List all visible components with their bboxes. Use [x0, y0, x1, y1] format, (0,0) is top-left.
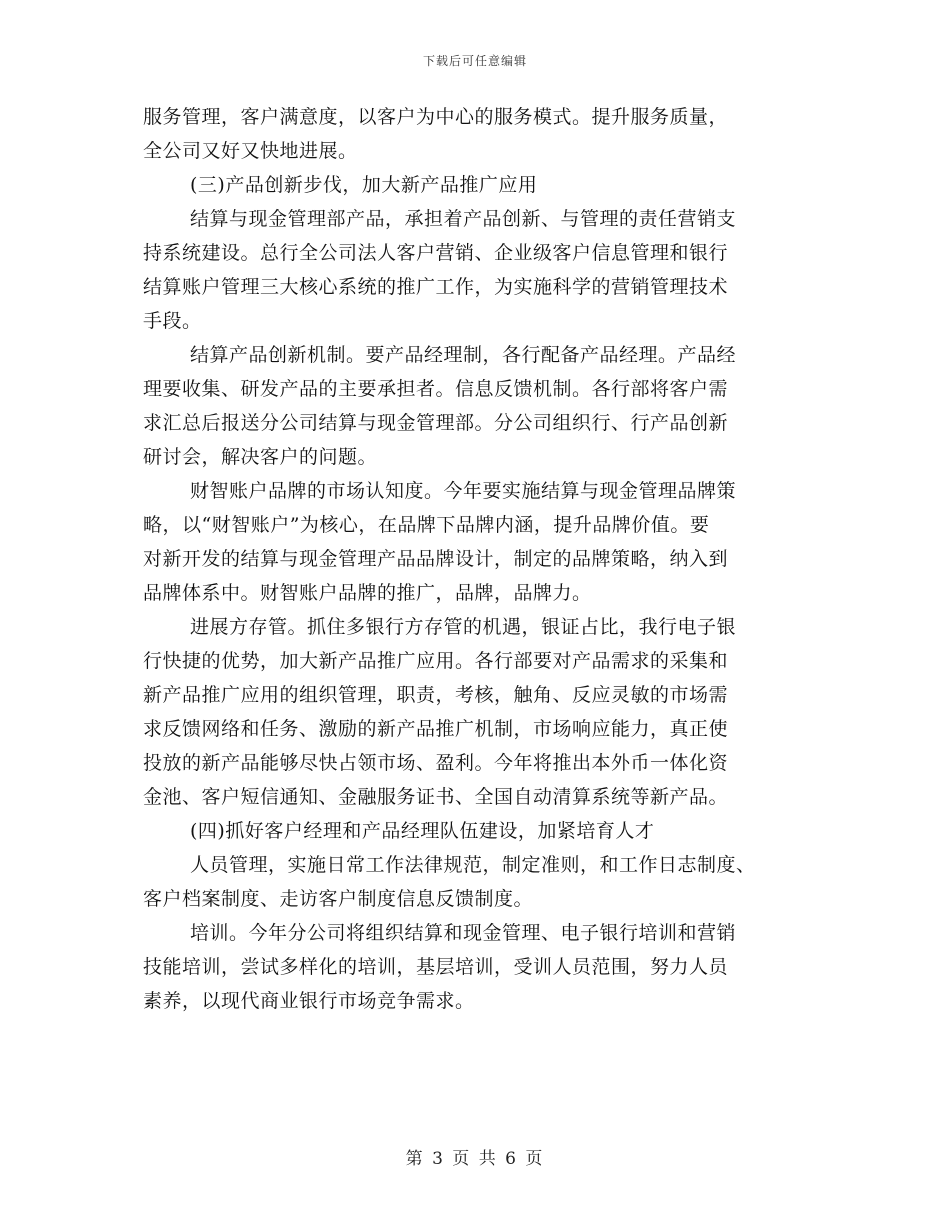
text-line: 结算产品创新机制。要产品经理制，各行配备产品经理。产品经	[190, 344, 737, 366]
text-line: 技能培训，尝试多样化的培训，基层培训，受训人员范围，努力人员	[143, 956, 729, 978]
text-line: 新产品推广应用的组织管理，职责，考核，触角、反应灵敏的市场需	[143, 684, 729, 706]
header-note: 下载后可任意编辑	[422, 54, 527, 68]
text-line: 素养，以现代商业银行市场竞争需求。	[143, 990, 475, 1012]
text-line: 求反馈网络和任务、激励的新产品推广机制，市场响应能力，真正使	[143, 718, 729, 740]
text-line: 求汇总后报送分公司结算与现金管理部。分公司组织行、行产品创新	[143, 412, 729, 434]
page-number-footer: 第 3 页 共 6 页	[405, 1149, 545, 1169]
text-line: 对新开发的结算与现金管理产品品牌设计，制定的品牌策略，纳入到	[143, 548, 729, 570]
text-line: 略，以“财智账户”为核心，在品牌下品牌内涵，提升品牌价值。要	[143, 514, 710, 536]
text-line: 培训。今年分公司将组织结算和现金管理、电子银行培训和营销	[190, 922, 737, 944]
text-line: 理要收集、研发产品的主要承担者。信息反馈机制。各行部将客户需	[143, 378, 729, 400]
text-line: 投放的新产品能够尽快占领市场、盈利。今年将推出本外币一体化资	[143, 752, 729, 774]
text-line: 人员管理，实施日常工作法律规范，制定准则，和工作日志制度、	[190, 854, 756, 876]
text-line: 服务管理，客户满意度，以客户为中心的服务模式。提升服务质量，	[143, 106, 729, 128]
text-line: 持系统建设。总行全公司法人客户营销、企业级客户信息管理和银行	[143, 242, 729, 264]
text-line: 全公司又好又快地进展。	[143, 140, 358, 162]
text-line: 财智账户品牌的市场认知度。今年要实施结算与现金管理品牌策	[190, 480, 737, 502]
text-line: 进展方存管。抓住多银行方存管的机遇，银证占比，我行电子银	[190, 616, 737, 638]
text-line: (三)产品创新步伐，加大新产品推广应用	[190, 174, 538, 196]
document-body	[143, 100, 811, 1018]
text-line: 结算与现金管理部产品，承担着产品创新、与管理的责任营销支	[190, 208, 737, 230]
text-line: (四)抓好客户经理和产品经理队伍建设，加紧培育人才	[190, 820, 655, 842]
text-line: 结算账户管理三大核心系统的推广工作，为实施科学的营销管理技术	[143, 276, 729, 298]
text-line: 金池、客户短信通知、金融服务证书、全国自动清算系统等新产品。	[143, 786, 729, 808]
text-line: 行快捷的优势，加大新产品推广应用。各行部要对产品需求的采集和	[143, 650, 729, 672]
text-line: 品牌体系中。财智账户品牌的推广，品牌，品牌力。	[143, 582, 592, 604]
text-line: 研讨会，解决客户的问题。	[143, 446, 378, 468]
text-line: 客户档案制度、走访客户制度信息反馈制度。	[143, 888, 534, 910]
text-line: 手段。	[143, 310, 202, 332]
